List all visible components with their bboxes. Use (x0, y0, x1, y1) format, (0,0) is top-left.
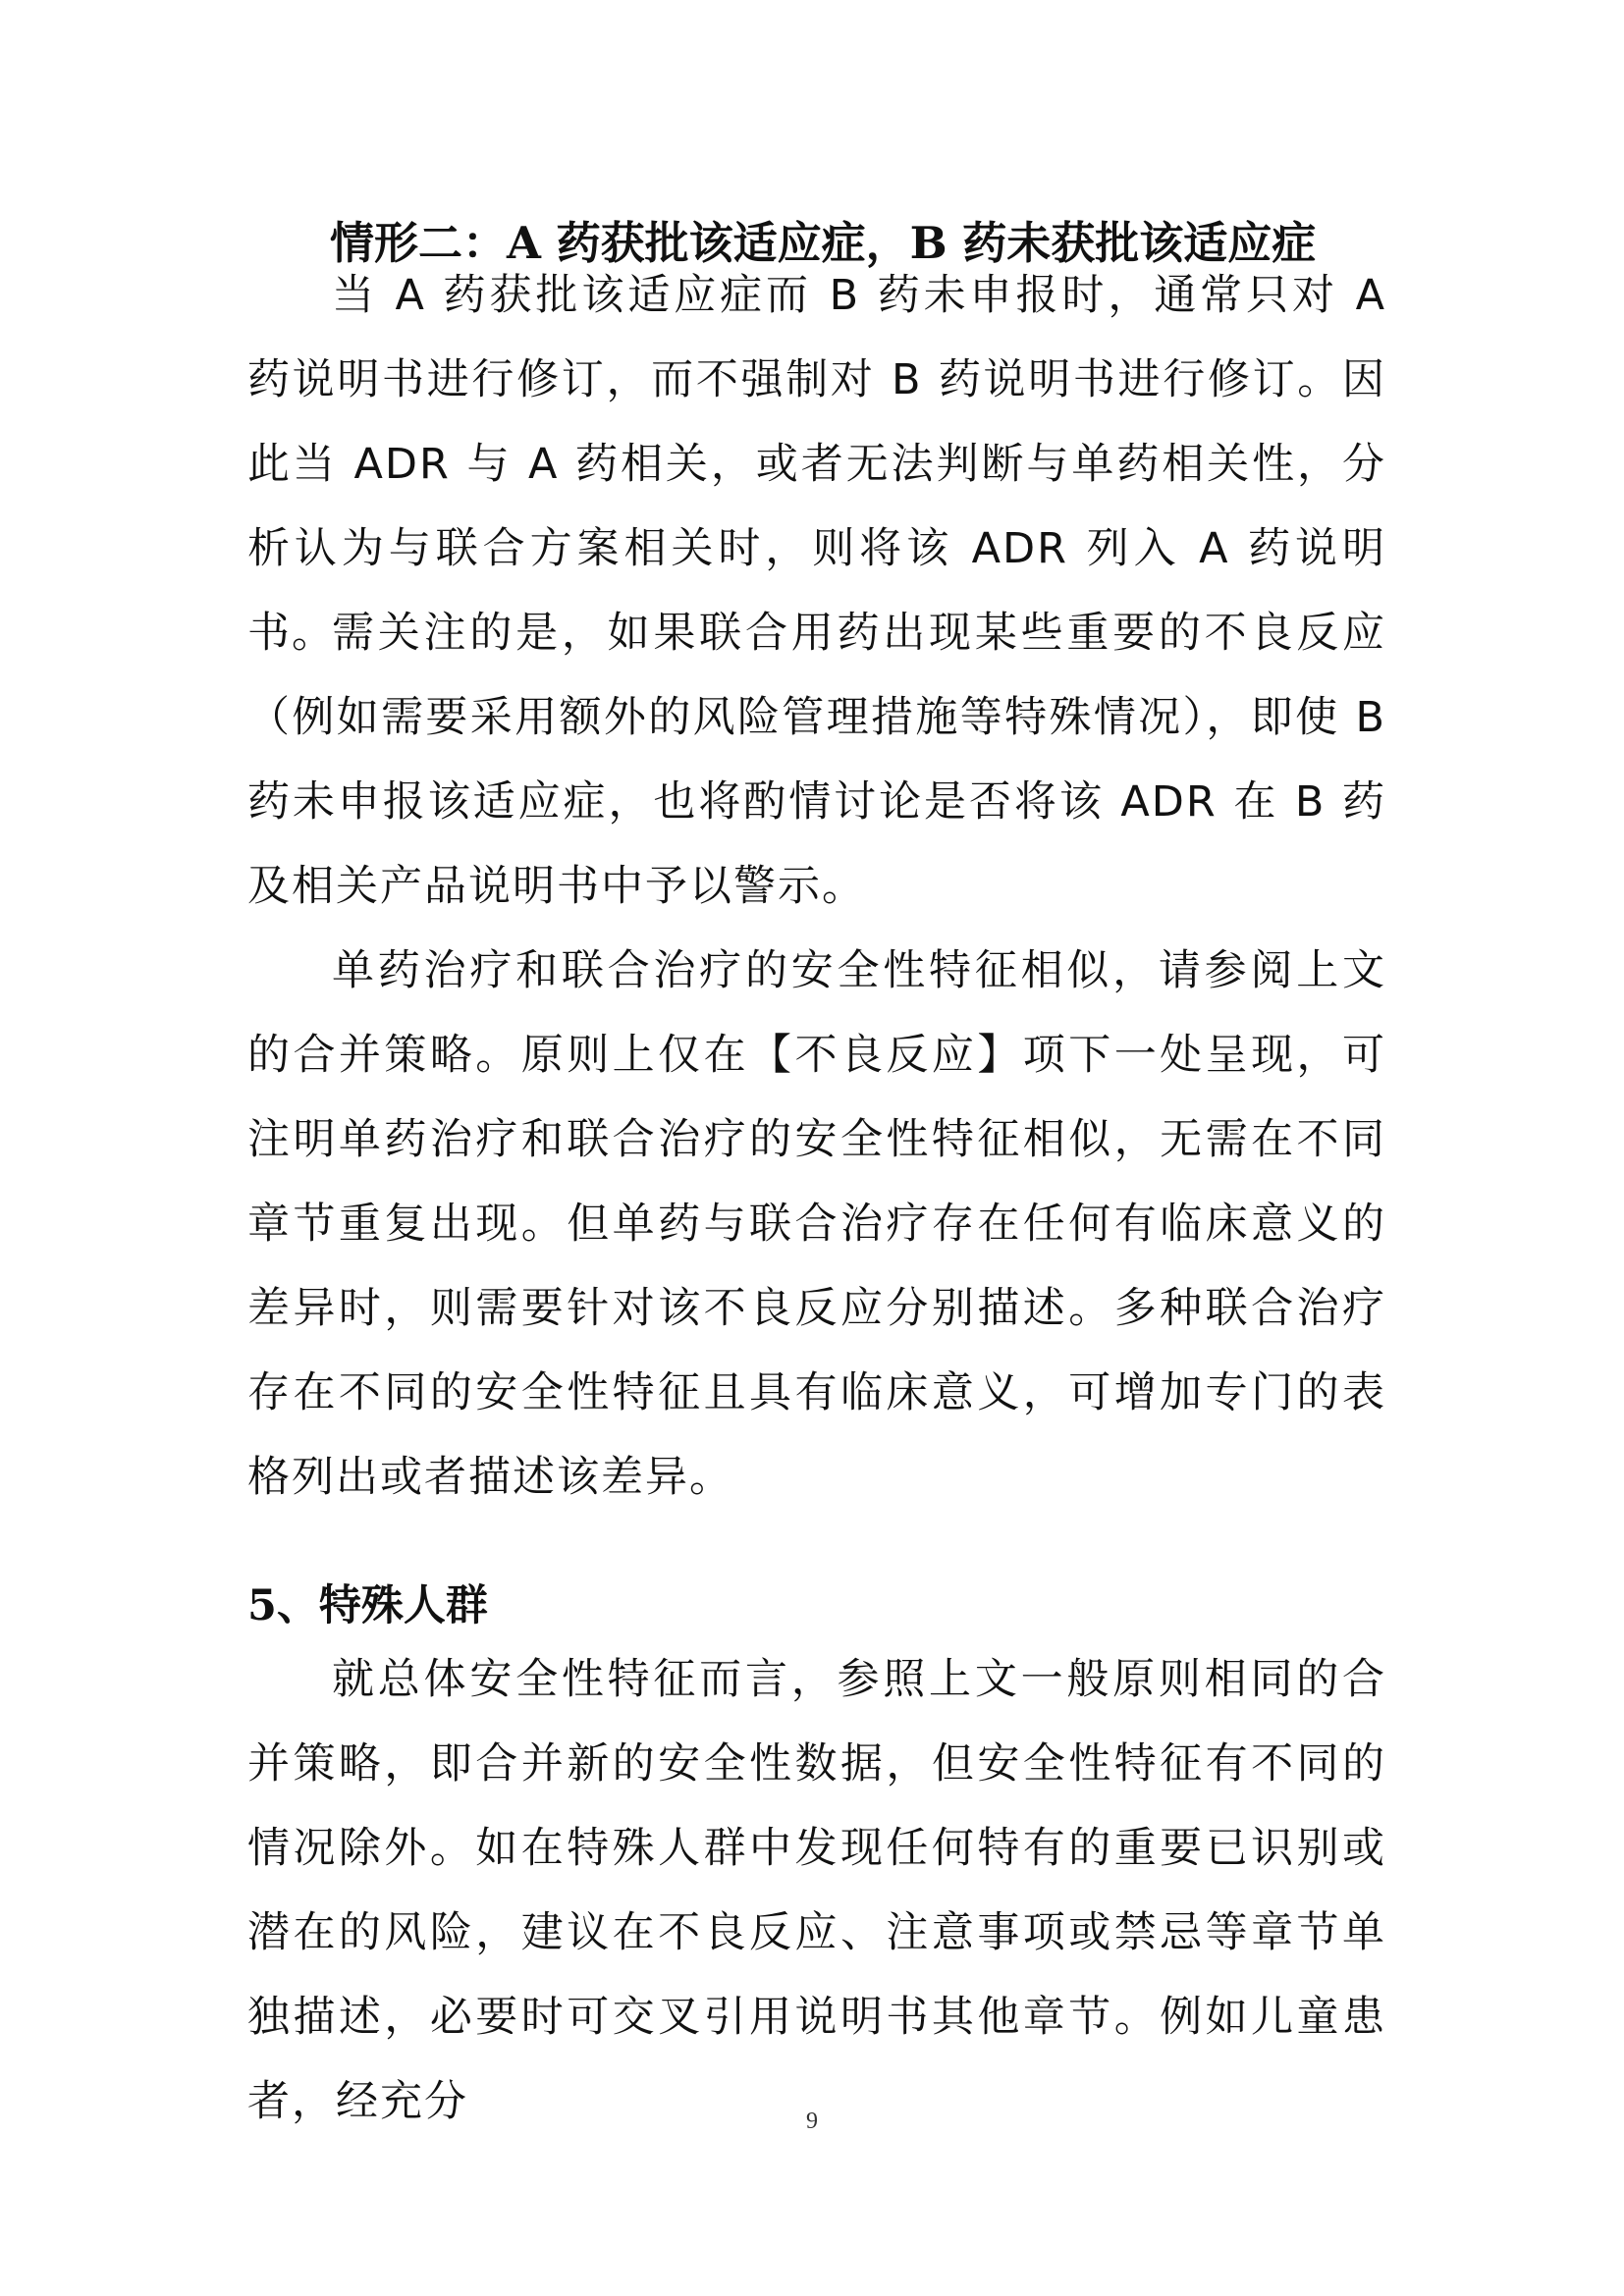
section-heading: 5、特殊人群 (247, 1581, 488, 1630)
page-number: 9 (806, 2109, 818, 2134)
paragraph-2: 需关注的是，如果联合用药出现某些重要的不良反应（例如需要采用额外的风险管理措施等特殊情况），即使 B 药未申报该适应症，也将酌情讨论是否将该 ADR 在 B 药及相关产品说明书中予以警示。 (247, 609, 1386, 911)
paragraph-3: 单药治疗和联合治疗的安全性特征相似，请参阅上文的合并策略。原则上仅在【不良反应】项下一处呈现，可注明单药治疗和联合治疗的安全性特征相似，无需在不同章节重复出现。但单药与联合治疗存在任何有临床意义的差异时，则需要针对该不良反应分别描述。多种联合治疗存在不同的安全性特征且具有临床意义，可增加专门的表格列出或者描述该差异。 (247, 946, 1386, 1502)
section-paragraph: 就总体安全性特征而言，参照上文一般原则相同的合并策略，即合并新的安全性数据，但安全性特征有不同的情况除外。如在特殊人群中发现任何特有的重要已识别或潜在的风险，建议在不良反应、注意事项或禁忌等章节单独描述，必要时可交叉引用说明书其他章节。例如儿童患者，经充分 (247, 1655, 1386, 2126)
subheading: 情形二：A 药获批该适应症，B 药未获批该适应症 (330, 217, 1317, 269)
paragraph-1: 当 A 药获批该适应症而 B 药未申报时，通常只对 A 药说明书进行修订，而不强制对 B 药说明书进行修订。因此当 ADR 与 A 药相关，或者无法判断与单药相关性，分析认为与联合方案相关时，则将该 ADR 列入 A 药说明书。 (247, 271, 1386, 658)
